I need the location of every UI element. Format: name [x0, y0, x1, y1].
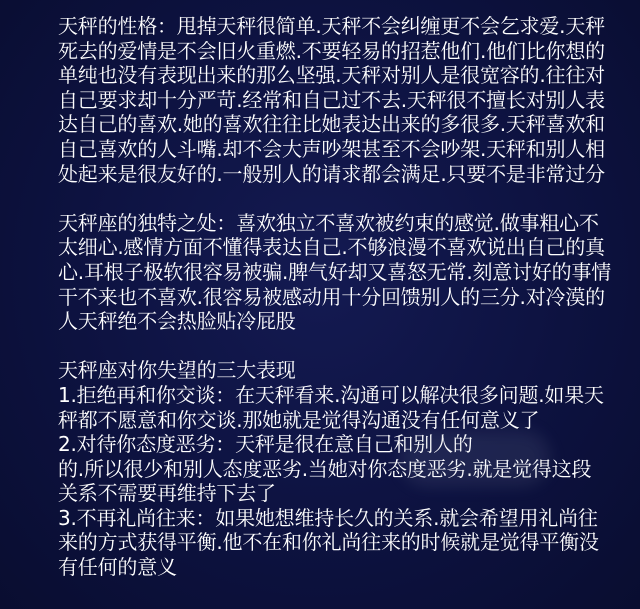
text-line: 单纯也没有表现出来的那么坚强.天秤对别人是很宽容的.往往对	[58, 63, 605, 88]
section-personality	[58, 14, 630, 186]
text-line: 3.不再礼尚往来：如果她想维持长久的关系.就会希望用礼尚往	[58, 505, 598, 530]
section-disappointment	[58, 358, 630, 579]
text-line: 有任何的意义	[58, 555, 177, 580]
section-uniqueness	[58, 211, 630, 334]
text-line: 秤都不愿意和你交谈.那她就是觉得沟通没有任何意义了	[58, 407, 540, 432]
text-line: 关系不需要再维持下去了	[58, 481, 276, 506]
text-line: 达自己的喜欢.她的喜欢往往比她表达出来的多很多.天秤喜欢和	[58, 112, 605, 137]
text-line: 死去的爱情是不会旧火重燃.不要轻易的招惹他们.他们比你想的	[58, 38, 605, 63]
text-line: 天秤座的独特之处：喜欢独立不喜欢被约束的感觉.做事粗心不	[58, 210, 599, 235]
text-line: 2.对待你态度恶劣：天秤是很在意自己和别人的	[58, 432, 473, 457]
document-body	[58, 14, 630, 604]
text-line: 来的方式获得平衡.他不在和你礼尚往来的时候就是觉得平衡没	[58, 530, 599, 555]
text-line: 天秤座对你失望的三大表现	[58, 358, 296, 383]
text-line: 天秤的性格：甩掉天秤很简单.天秤不会纠缠更不会乞求爱.天秤	[58, 14, 605, 38]
text-line: 太细心.感情方面不懂得表达自己.不够浪漫不喜欢说出自己的真	[58, 235, 605, 260]
text-line: 心.耳根子极软很容易被骗.脾气好却又喜怒无常.刻意讨好的事情	[58, 259, 612, 284]
text-line: 干不来也不喜欢.很容易被感动用十分回馈别人的三分.对冷漠的	[58, 284, 605, 309]
text-line: 人天秤绝不会热脸贴冷屁股	[58, 309, 296, 334]
text-line: 自己要求却十分严苛.经常和自己过不去.天秤很不擅长对别人表	[58, 87, 605, 112]
text-line: 处起来是很友好的.一般别人的请求都会满足.只要不是非常过分	[58, 161, 605, 186]
text-line: 1.拒绝再和你交谈：在天秤看来.沟通可以解决很多问题.如果天	[58, 382, 604, 407]
text-line: 自己喜欢的人斗嘴.却不会大声吵架甚至不会吵架.天秤和别人相	[58, 136, 605, 161]
text-line: 的.所以很少和别人态度恶劣.当她对你态度恶劣.就是觉得这段	[58, 456, 592, 481]
